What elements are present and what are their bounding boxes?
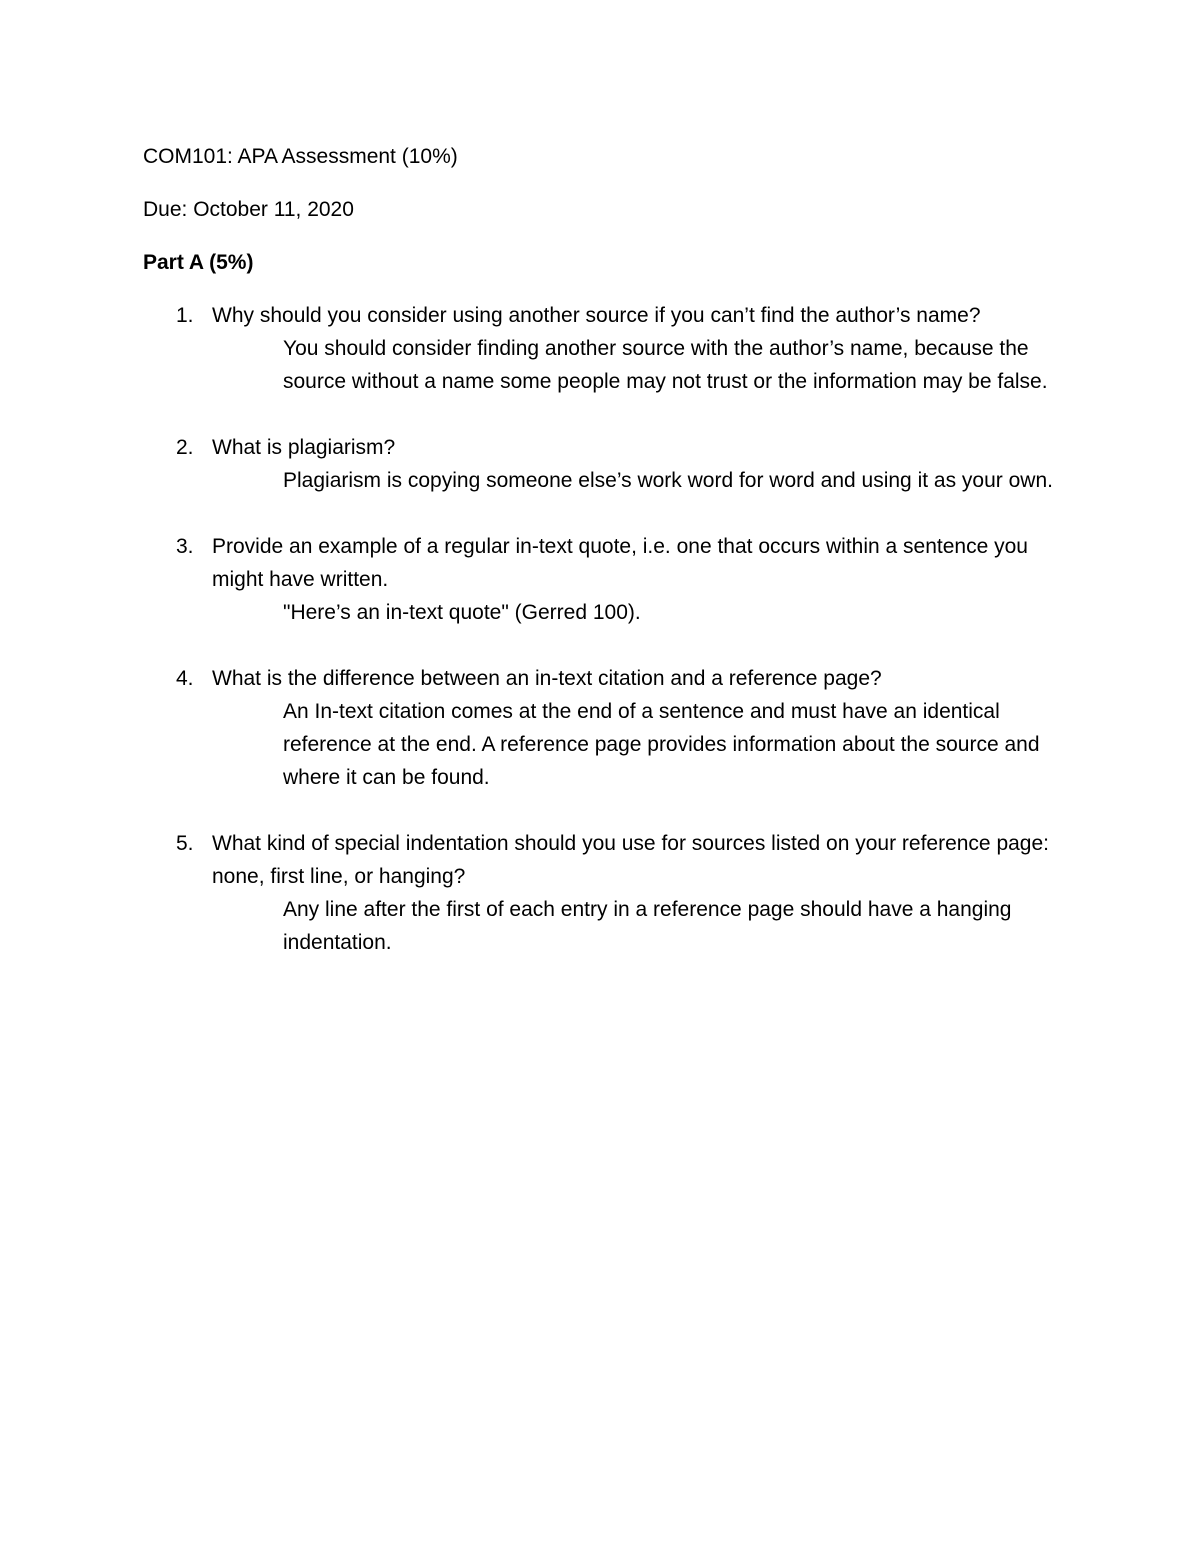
answer-text: Plagiarism is copying someone else’s work word for word and using it as your own.	[283, 469, 1053, 492]
answer-text: You should consider finding another source with the author’s name, because the source without a name some people may not trust or the information may be false.	[283, 337, 1048, 393]
question-number: 5.	[176, 832, 194, 855]
document-body	[143, 140, 1063, 992]
answer-text: Any line after the first of each entry in a reference page should have a hanging indentation.	[283, 898, 1012, 954]
question-item-2	[143, 431, 1063, 497]
question-list	[143, 299, 1063, 959]
question-item-3	[143, 530, 1063, 629]
question-text: What kind of special indentation should you use for sources listed on your reference page: none, first line, or hanging?	[212, 832, 1049, 888]
due-date: Due: October 11, 2020	[143, 198, 354, 221]
question-text: What is the difference between an in-text citation and a reference page?	[212, 667, 882, 690]
answer-text: "Here’s an in-text quote" (Gerred 100).	[283, 601, 641, 624]
part-heading: Part A (5%)	[143, 251, 254, 274]
question-number: 1.	[176, 304, 194, 327]
question-text: Provide an example of a regular in-text quote, i.e. one that occurs within a sentence you might have written.	[212, 535, 1028, 591]
question-number: 4.	[176, 667, 194, 690]
document-title: COM101: APA Assessment (10%)	[143, 145, 458, 168]
question-item-1	[143, 299, 1063, 398]
question-number: 2.	[176, 436, 194, 459]
question-text: Why should you consider using another source if you can’t find the author’s name?	[212, 304, 981, 327]
question-text: What is plagiarism?	[212, 436, 396, 459]
question-number: 3.	[176, 535, 194, 558]
question-item-5	[143, 827, 1063, 959]
question-item-4	[143, 662, 1063, 794]
answer-text: An In-text citation comes at the end of a sentence and must have an identical reference at the end. A reference page provides information about the source and where it can be found.	[283, 700, 1040, 789]
